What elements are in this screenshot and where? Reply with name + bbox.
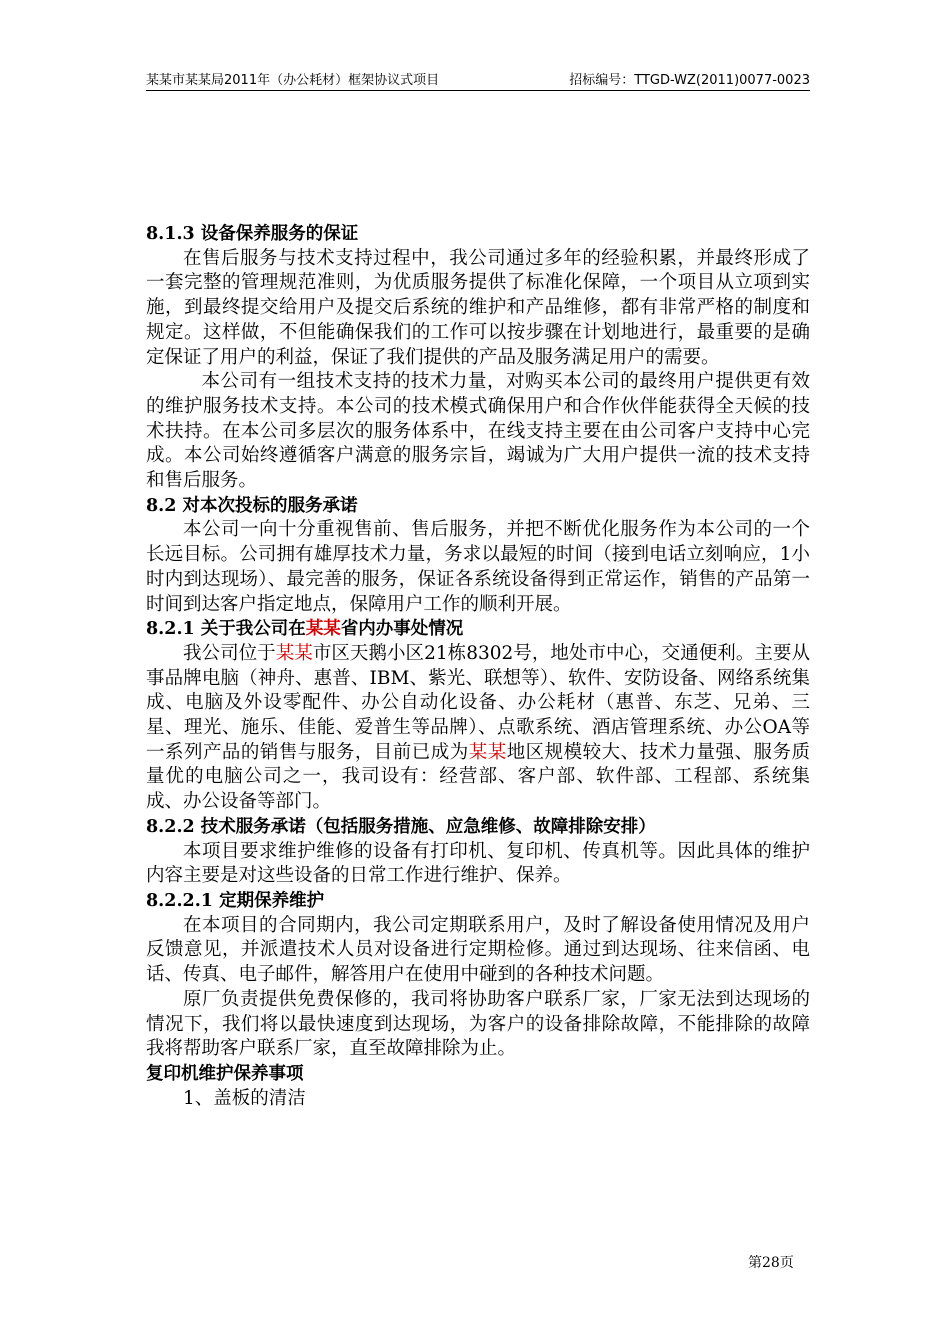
office-info-part1: 我公司位于 (183, 642, 276, 664)
paragraph-service-standards: 在售后服务与技术支持过程中，我公司通过多年的经验积累，并最终形成了一套完整的管理规范准则，为优质服务提供了标准化保障，一个项目从立项到实施，到最终提交给用户及提交后系统的维护和产品维修，都有非常严格的制度和规定。这样做，不但能确保我们的工作可以按步骤在计划地进行，最重要的是确定保证了用户的利益，保证了我们提供的产品及服务满足用户的需要。 (146, 247, 810, 368)
header-tender-number: 招标编号：TTGD-WZ(2011)0077-0023 (569, 73, 810, 88)
heading-8-2-2: 8.2.2 技术服务承诺（包括服务措施、应急维修、故障排除安排） (146, 816, 656, 837)
heading-8-2-1 (146, 617, 810, 642)
paragraph-tech-support: 本公司有一组技术支持的技术力量，对购买本公司的最终用户提供更有效的维护服务技术支持。本公司的技术模式确保用户和合作伙伴能获得全天候的技术扶持。在本公司多层次的服务体系中，在线支持主要在由公司客户支持中心完成。本公司始终遵循客户满意的服务宗旨，竭诚为广大用户提供一流的技术支持和售后服务。 (146, 371, 810, 492)
page-header (146, 66, 810, 91)
heading-8-2-2-1: 8.2.2.1 定期保养维护 (146, 890, 325, 911)
heading-8-2-1-suffix: 省内办事处情况 (340, 619, 464, 640)
page-number: 第28页 (748, 1255, 794, 1271)
document-body (146, 222, 810, 1111)
paragraph-service-commitment: 本公司一向十分重视售前、售后服务，并把不断优化服务作为本公司的一个长远目标。公司拥有雄厚技术力量，务求以最短的时间（接到电话立刻响应，1小时内到达现场）、最完善的服务，保证各系统设备得到正常运作，销售的产品第一时间到达客户指定地点，保障用户工作的顺利开展。 (146, 519, 810, 615)
office-info-placeholder-1: 某某 (275, 642, 313, 664)
office-info-part3: 地区规模较大、技术力量强、服务质量优的电脑公司之一，我司设有：经营部、客户部、软件部、工程部、系统集成、办公设备等部门。 (146, 741, 810, 813)
office-info-placeholder-2: 某某 (468, 741, 507, 763)
paragraph-office-info (146, 642, 810, 815)
paragraph-maintenance-scope: 本项目要求维护维修的设备有打印机、复印机、传真机等。因此具体的维护内容主要是对这些设备的日常工作进行维护、保养。 (146, 840, 810, 887)
header-project-title: 某某市某某局2011年（办公耗材）框架协议式项目 (146, 73, 440, 88)
heading-8-2: 8.2 对本次投标的服务承诺 (146, 495, 358, 516)
office-info-part2: 市区天鹅小区21栋8302号，地处市中心，交通便利。主要从事品牌电脑（神舟、惠普、IBM、紫光、联想等）、软件、安防设备、网络系统集成、电脑及外设零配件、办公自动化设备、办公耗材（惠普、东芝、兄弟、三星、理光、施乐、佳能、爱普生等品牌）、点歌系统、酒店管理系统、办公OA等一系列产品的销售与服务，目前已成为 (146, 642, 810, 763)
list-item-cover-cleaning: 1、盖板的清洁 (183, 1087, 306, 1109)
heading-copier-maintenance: 复印机维护保养事项 (146, 1063, 304, 1084)
heading-8-2-1-prefix: 8.2.1 关于我公司在 (146, 619, 306, 640)
heading-8-1-3: 8.1.3 设备保养服务的保证 (146, 224, 359, 244)
paragraph-warranty: 原厂负责提供免费保修的，我司将协助客户联系厂家，厂家无法到达现场的情况下，我们将以最快速度到达现场，为客户的设备排除故障，不能排除的故障我将帮助客户联系厂家，直至故障排除为止。 (146, 988, 810, 1060)
heading-8-2-1-placeholder: 某某 (305, 619, 341, 640)
paragraph-regular-maintenance: 在本项目的合同期内，我公司定期联系用户，及时了解设备使用情况及用户反馈意见，并派遣技术人员对设备进行定期检修。通过到达现场、往来信函、电话、传真、电子邮件，解答用户在使用中碰到的各种技术问题。 (146, 914, 810, 986)
